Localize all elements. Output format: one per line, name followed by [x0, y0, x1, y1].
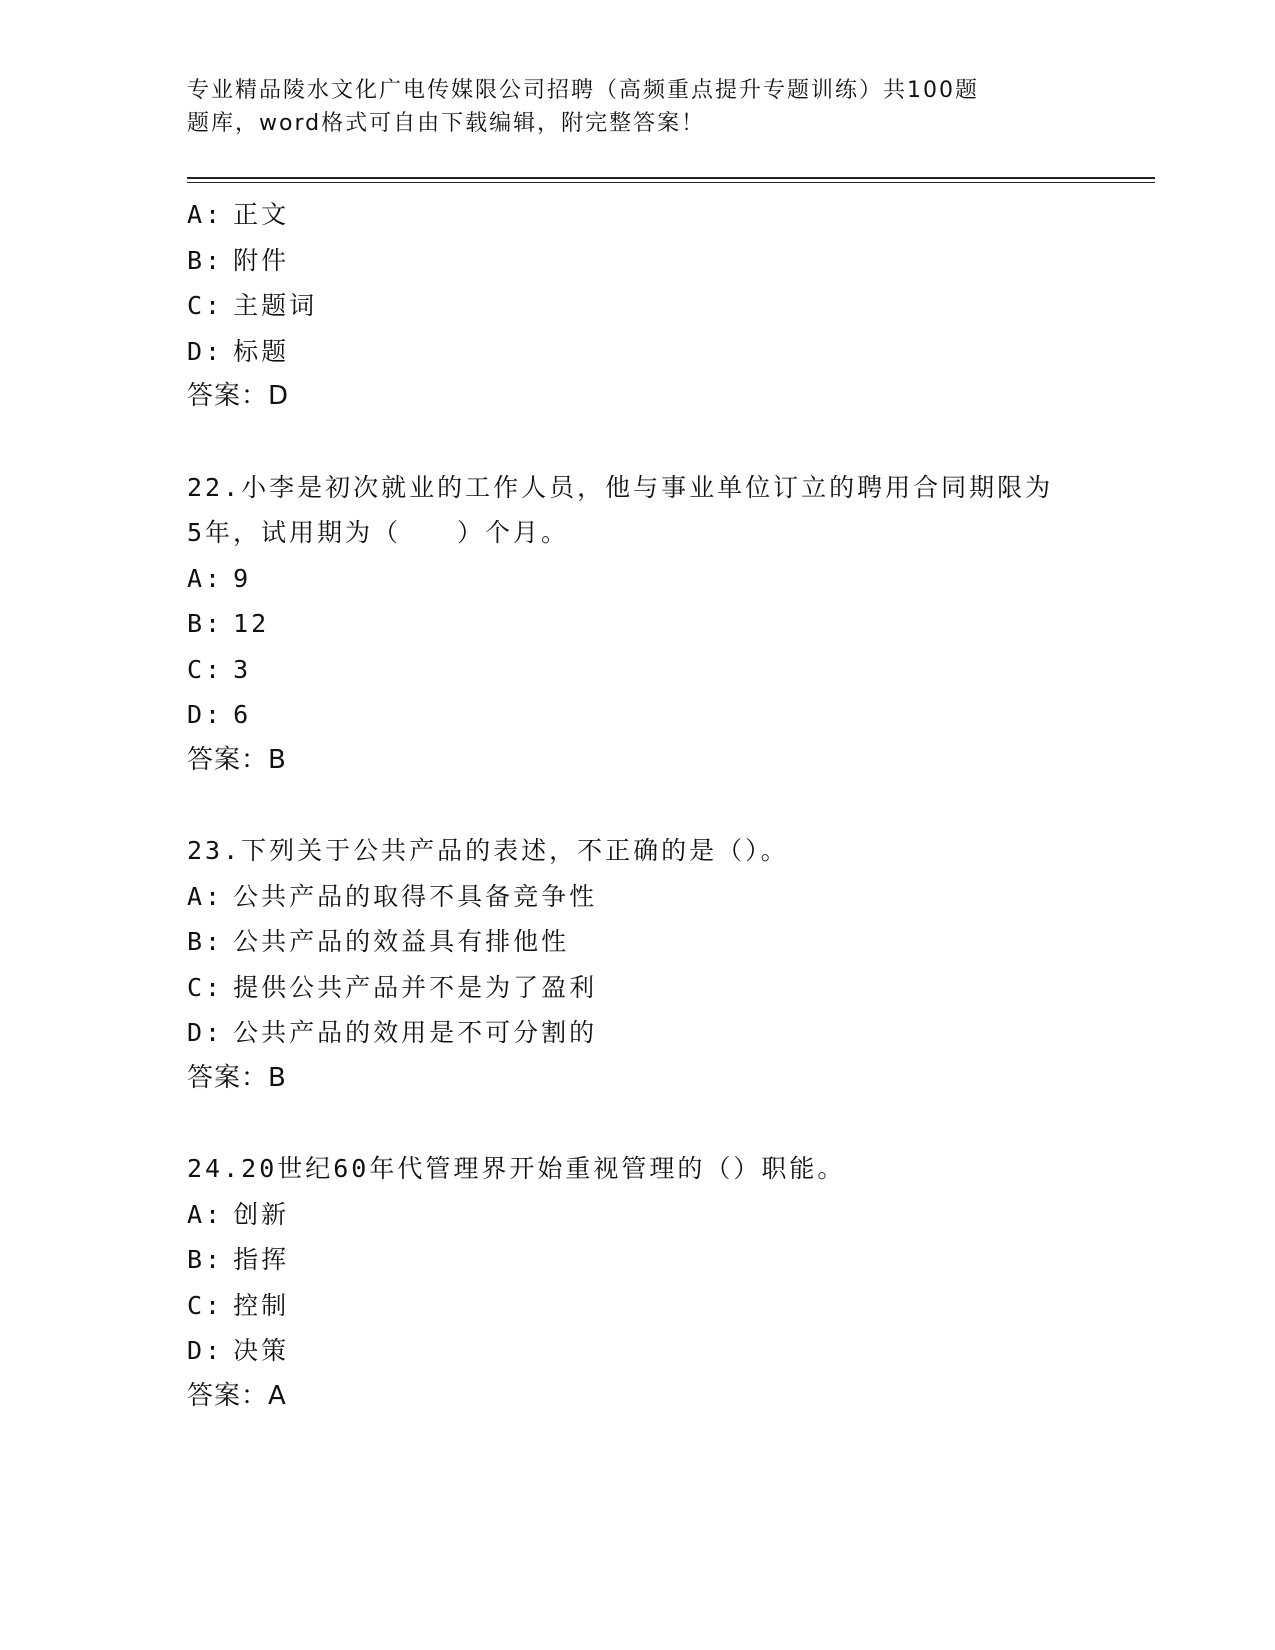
- option-letter: A:: [187, 200, 224, 229]
- option-a: [187, 874, 1155, 920]
- option-letter: C:: [187, 1290, 224, 1320]
- option-letter: D:: [187, 1018, 224, 1047]
- question-stem-line-1: 22.小李是初次就业的工作人员，他与事业单位订立的聘用合同期限为: [187, 472, 1054, 502]
- option-text: 附件: [233, 245, 290, 275]
- answer-line: 答案：D: [187, 381, 290, 411]
- question-stem-line-2: 5年，试用期为（ ）个月。: [187, 518, 570, 547]
- option-text: 标题: [233, 336, 290, 366]
- option-letter: A:: [187, 1199, 224, 1229]
- spacer: [187, 1101, 1155, 1146]
- option-d: [187, 692, 1155, 738]
- header-line-1: 专业精品陵水文化广电传媒限公司招聘（高频重点提升专题训练）共100题: [187, 78, 979, 103]
- option-a: [187, 556, 1155, 602]
- option-letter: B:: [187, 609, 224, 638]
- page-header: [187, 74, 1047, 140]
- header-line-2: 题库，word格式可自由下载编辑，附完整答案！: [187, 111, 706, 136]
- option-letter: B:: [187, 245, 224, 275]
- option-text: 3: [233, 654, 252, 684]
- question-21: [187, 192, 1155, 420]
- question-22: [187, 465, 1155, 784]
- option-text: 指挥: [233, 1245, 290, 1274]
- option-b: [187, 601, 1155, 647]
- option-a: [187, 192, 1155, 238]
- option-text: 主题词: [233, 291, 318, 320]
- option-letter: D:: [187, 1336, 224, 1365]
- option-c: [187, 965, 1155, 1011]
- header-rule-thin: [187, 182, 1155, 183]
- option-text: 公共产品的效用是不可分割的: [233, 1018, 598, 1047]
- spacer: [187, 420, 1155, 465]
- question-23: [187, 828, 1155, 1101]
- spacer: [187, 783, 1155, 828]
- answer-line: 答案：B: [187, 744, 287, 775]
- option-letter: A:: [187, 881, 224, 911]
- option-text: 决策: [233, 1336, 290, 1365]
- option-text: 控制: [233, 1290, 290, 1320]
- option-text: 6: [233, 700, 252, 729]
- option-d: [187, 1010, 1155, 1056]
- header-rule-thick: [187, 177, 1155, 179]
- option-letter: D:: [187, 336, 224, 366]
- question-24: [187, 1146, 1155, 1419]
- question-stem-line-1: 24.20世纪60年代管理界开始重视管理的（）职能。: [187, 1154, 846, 1183]
- option-letter: D:: [187, 700, 224, 729]
- option-letter: A:: [187, 563, 224, 593]
- answer-line: 答案：A: [187, 1380, 287, 1411]
- option-c: [187, 283, 1155, 329]
- option-text: 正文: [233, 200, 290, 229]
- option-text: 公共产品的效益具有排他性: [233, 927, 570, 956]
- option-letter: B:: [187, 1245, 224, 1274]
- option-text: 公共产品的取得不具备竞争性: [233, 881, 598, 911]
- option-letter: B:: [187, 927, 224, 956]
- option-a: [187, 1192, 1155, 1238]
- option-text: 9: [233, 563, 252, 593]
- option-text: 创新: [233, 1199, 290, 1229]
- option-letter: C:: [187, 654, 224, 684]
- option-c: [187, 647, 1155, 693]
- option-b: [187, 1237, 1155, 1283]
- option-b: [187, 238, 1155, 284]
- question-stem-line-1: 23.下列关于公共产品的表述，不正确的是（）。: [187, 836, 789, 865]
- option-b: [187, 919, 1155, 965]
- option-c: [187, 1283, 1155, 1329]
- option-text: 提供公共产品并不是为了盈利: [233, 972, 598, 1002]
- option-letter: C:: [187, 291, 224, 320]
- option-d: [187, 329, 1155, 375]
- option-letter: C:: [187, 972, 224, 1002]
- question-list: [187, 192, 1155, 1419]
- answer-line: 答案：B: [187, 1062, 287, 1093]
- option-text: 12: [233, 609, 270, 638]
- option-d: [187, 1328, 1155, 1374]
